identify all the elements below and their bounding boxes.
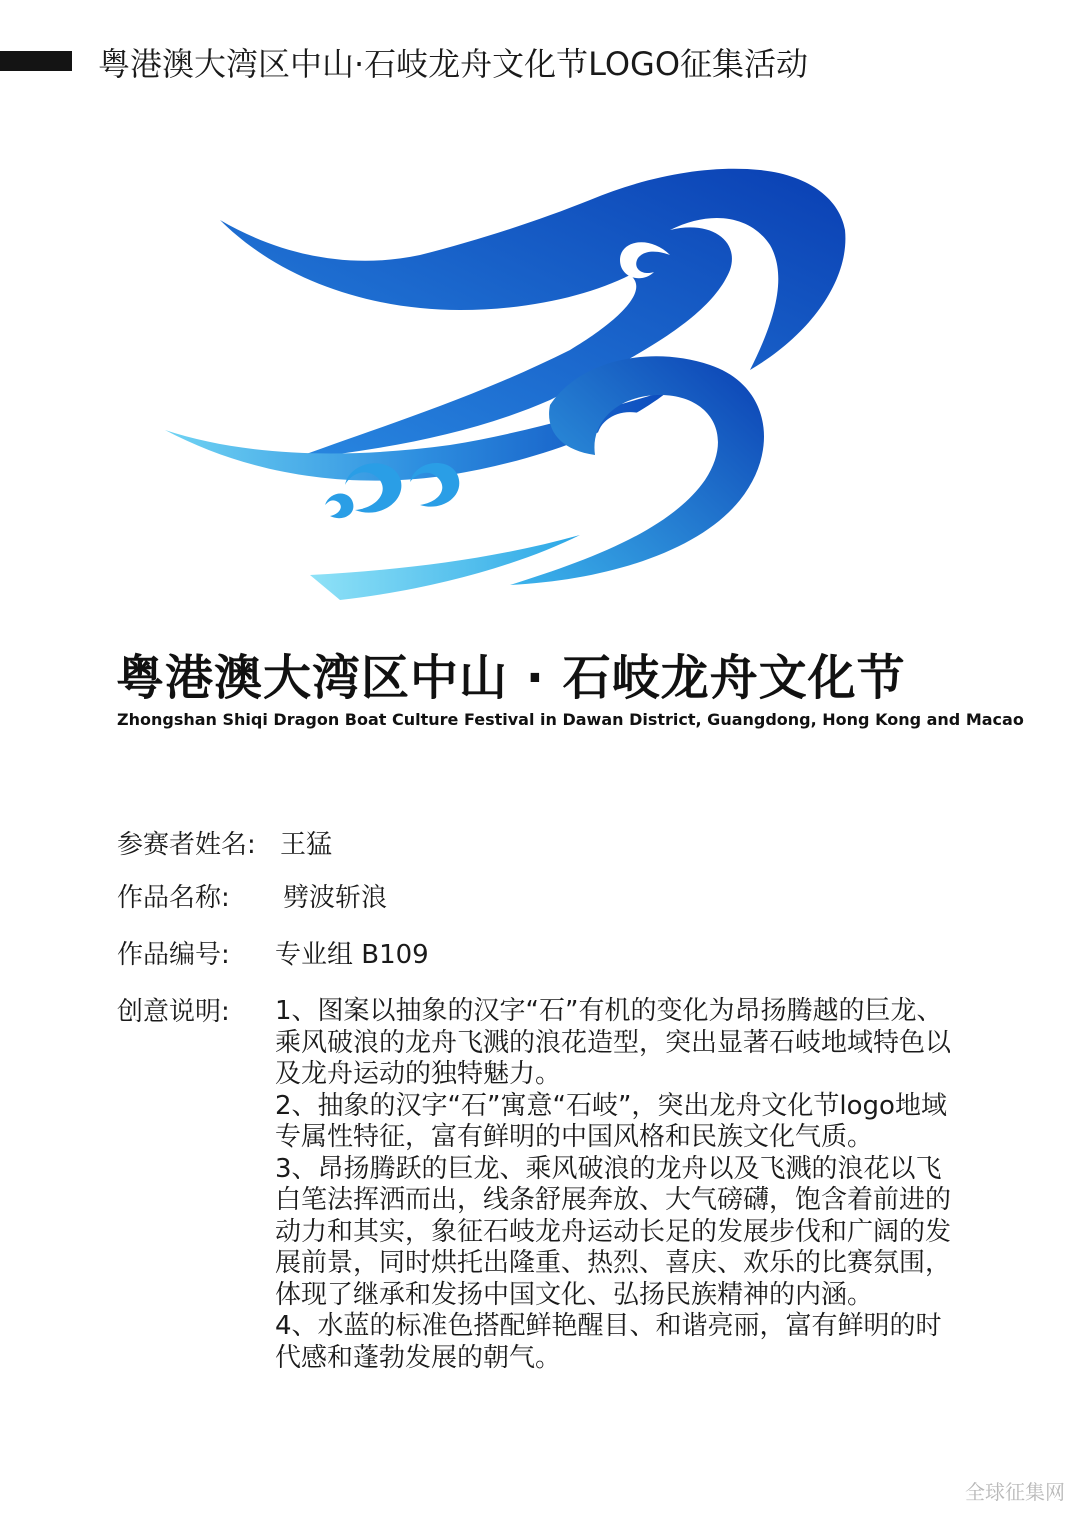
work-number-label: 作品编号:: [117, 940, 230, 970]
work-number-value: 专业组 B109: [275, 940, 429, 970]
description-paragraph-1: 1、图案以抽象的汉字“石”有机的变化为昂扬腾越的巨龙、乘风破浪的龙舟飞溅的浪花造型，突出显著石岐地域特色以及龙舟运动的独特魅力。: [275, 996, 952, 1089]
work-name-label: 作品名称:: [117, 883, 230, 913]
description-paragraph-3: 3、昂扬腾跃的巨龙、乘风破浪的龙舟以及飞溅的浪花以飞白笔法挥洒而出，线条舒展奔放、大气磅礴，饱含着前进的动力和其实，象征石岐龙舟运动长足的发展步伐和广阔的发展前景，同时烘托出隆重、热烈、喜庆、欢乐的比赛氛围，体现了继承和发扬中国文化、弘扬民族精神的内涵。: [275, 1153, 952, 1310]
festival-name-english: Zhongshan Shiqi Dragon Boat Culture Festival in Dawan District, Guangdong, Hong Kong and Macao: [117, 710, 1024, 729]
festival-logo: [150, 160, 870, 620]
watermark: 全球征集网: [965, 1480, 1065, 1504]
header-accent-bar: [0, 51, 72, 71]
description-label: 创意说明:: [117, 997, 230, 1027]
description-paragraph-2: 2、抽象的汉字“石”寓意“石岐”，突出龙舟文化节logo地域专属性特征，富有鲜明的中国风格和民族文化气质。: [275, 1090, 947, 1152]
participant-value: 王猛: [280, 830, 333, 860]
dragon-wave-logo-icon: [150, 160, 870, 620]
description-paragraph-4: 4、水蓝的标准色搭配鲜艳醒目、和谐亮丽，富有鲜明的时代感和蓬勃发展的朝气。: [275, 1311, 942, 1373]
participant-label: 参赛者姓名:: [117, 830, 256, 860]
page-title: 粤港澳大湾区中山·石岐龙舟文化节LOGO征集活动: [98, 45, 809, 83]
work-name-value: 劈波斩浪: [283, 883, 388, 913]
description-body: [275, 996, 955, 1374]
festival-name-chinese: 粤港澳大湾区中山 · 石岐龙舟文化节: [116, 650, 906, 706]
